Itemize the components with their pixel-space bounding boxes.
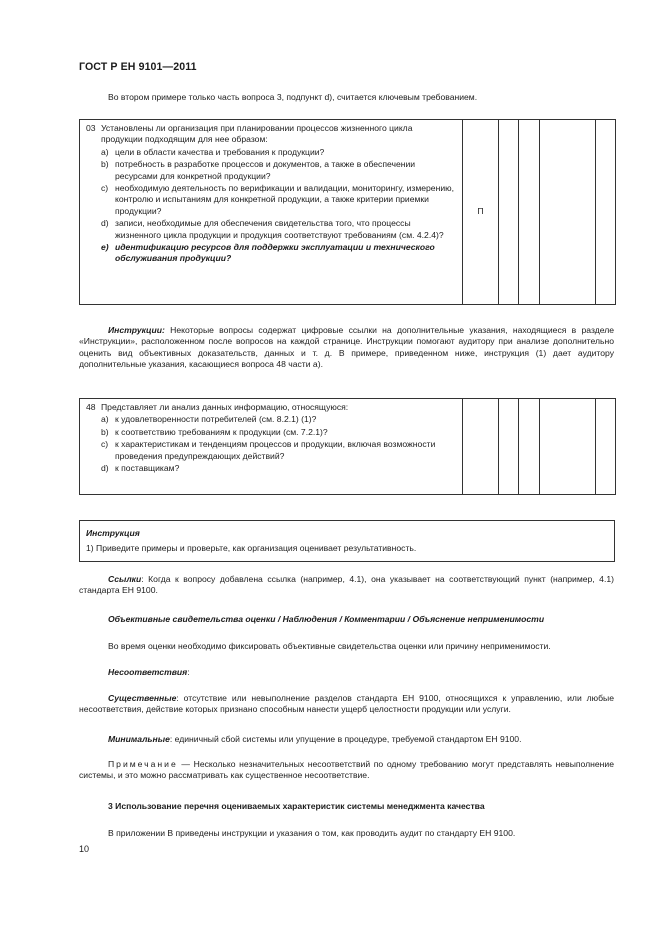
- minor-lead: Минимальные: [108, 734, 170, 744]
- question-item: b) к соответствию требованиям к продукции (см. 7.2.1)?: [101, 426, 328, 437]
- empty-cell: [540, 120, 596, 305]
- question-line: [86, 123, 456, 146]
- section-3-text: В приложении В приведены инструкции и указания о том, как проводить аудит по стандарту ЕН 9100.: [108, 828, 516, 838]
- question-number: 48: [86, 402, 96, 412]
- key-requirement-item: e) идентификацию ресурсов для поддержки эксплуатации и технического обслуживания продукции?: [101, 242, 435, 264]
- instruction-box: [79, 520, 615, 562]
- empty-cell: [463, 399, 499, 495]
- minor-paragraph: Минимальные: единичный сбой системы или упущение в процедуре, требуемой стандартом ЕН 9100.: [108, 734, 522, 744]
- instructions-paragraph: Инструкции: Некоторые вопросы содержат цифровые ссылки на дополнительные указания, находящиеся в разделе «Инструкции», расположенном после вопросов на каждой странице. Инструкции помогают аудитору при анализе дополнительно оценить вид объективных доказательств, данных и т. д. В примере, приведенном ниже, инструкция (1) дает аудитору дополнительные указания, касающиеся вопроса 48 части a).: [79, 325, 614, 370]
- page-number: 10: [79, 844, 90, 854]
- question-item: d) записи, необходимые для обеспечения свидетельства того, что процессы жизненного цикла продукции и продукция соответствуют требованиям (см. 4.2.4)?: [101, 218, 444, 240]
- section-3-heading: 3 Использование перечня оцениваемых характеристик системы менеджмента качества: [108, 801, 485, 811]
- question-table-48: [79, 398, 616, 495]
- question-cell: [80, 399, 463, 495]
- empty-cell: [596, 120, 616, 305]
- note-lead: Примечание: [108, 759, 178, 769]
- major-lead: Существенные: [108, 693, 177, 703]
- question-text: Представляет ли анализ данных информацию, относящуюся:: [101, 402, 349, 412]
- document-header: ГОСТ Р ЕН 9101—2011: [79, 61, 197, 73]
- empty-cell: [519, 399, 540, 495]
- question-item: d) к поставщикам?: [101, 463, 180, 474]
- question-cell: [80, 120, 463, 305]
- empty-cell: [519, 120, 540, 305]
- question-number: 03: [86, 123, 96, 133]
- nonconformities-heading: Несоответствия:: [108, 667, 190, 677]
- question-item: c) необходимую деятельность по верификации и валидации, мониторингу, измерению, контролю и испытаниям для конкретной продукции, а также критерии приемки продукции?: [101, 183, 454, 216]
- note-paragraph: Примечание — Несколько незначительных несоответствий по одному требованию могут представлять невыполнение системы, и это можно рассматривать как существенное несоответствие.: [79, 759, 614, 781]
- empty-cell: [540, 399, 596, 495]
- question-item: a) к удовлетворенности потребителей (см. 8.2.1) (1)?: [101, 414, 317, 425]
- question-item: a) цели в области качества и требования к продукции?: [101, 146, 325, 157]
- major-paragraph: Существенные: отсутствие или невыполнение разделов стандарта ЕН 9100, относящихся к управлению, или любые несоответствия, действие которых признано способным нанести ущерб целостности продукции или услуги.: [79, 693, 614, 715]
- empty-cell: [499, 399, 519, 495]
- empty-cell: [596, 399, 616, 495]
- empty-cell: [499, 120, 519, 305]
- instruction-item: 1) Приведите примеры и проверьте, как организация оценивает результативность.: [86, 543, 417, 553]
- question-line: [86, 402, 456, 413]
- intro-text: Во втором примере только часть вопроса 3, подпункт d), считается ключевым требованием.: [108, 92, 478, 102]
- objective-heading: Объективные свидетельства оценки / Наблюдения / Комментарии / Объяснение неприменимости: [108, 614, 545, 624]
- question-item: c) к характеристикам и тенденциям процессов и продукции, включая возможности проведения предупреждающих действий?: [101, 439, 436, 461]
- instruction-title: Инструкция: [86, 528, 140, 538]
- instructions-lead: Инструкции:: [108, 325, 165, 335]
- key-requirement-mark: П: [463, 120, 499, 305]
- question-table-03: [79, 119, 616, 305]
- objective-text: Во время оценки необходимо фиксировать объективные свидетельства оценки или причину неприменимости.: [108, 641, 551, 651]
- question-item: b) потребность в разработке процессов и документов, а также в обеспечении ресурсами для конкретной продукции?: [101, 159, 416, 181]
- links-paragraph: Ссылки: Когда к вопросу добавлена ссылка (например, 4.1), она указывает на соответствующий пункт (например, 4.1) стандарта ЕН 9100.: [79, 574, 614, 596]
- question-text: Установлены ли организация при планировании процессов жизненного цикла продукции подходящим для нее образом:: [101, 123, 413, 145]
- links-lead: Ссылки: [108, 574, 142, 584]
